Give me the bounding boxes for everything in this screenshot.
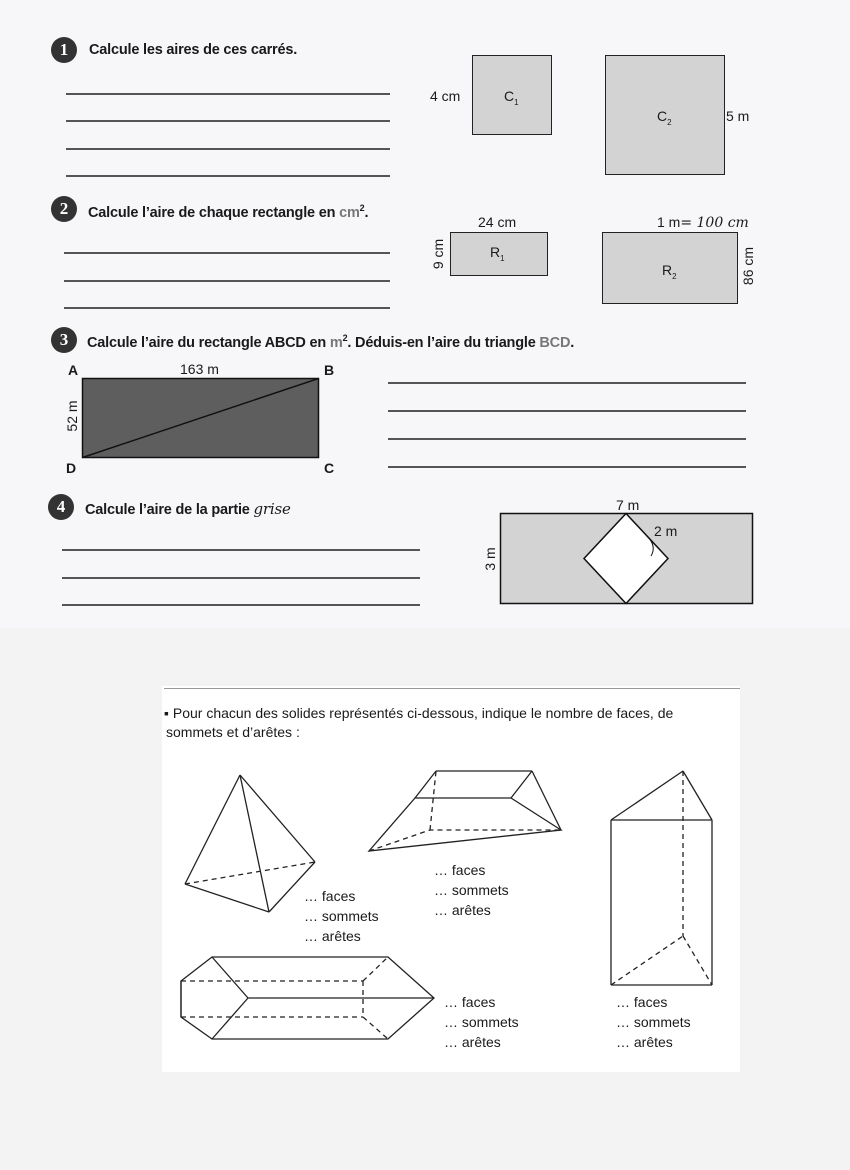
faces-blank[interactable]: … faces [616,994,668,1010]
exercise-4-title: Calcule l’aire de la partie grise [85,500,291,518]
answer-line[interactable] [388,438,746,440]
solids-prompt-line1: ▪ Pour chacun des solides représentés ci-dessous, indique le nombre de faces, de [164,705,674,721]
exercise-3-badge: 3 [51,327,77,353]
bullet-icon: ▪ [164,705,173,721]
c1-side-label: 4 cm [430,88,461,104]
answer-line[interactable] [64,307,390,309]
vertex-c-label: C [324,460,335,476]
exercise-2-badge: 2 [51,196,77,222]
sommets-blank[interactable]: … sommets [434,882,509,898]
answer-line[interactable] [62,577,420,579]
r1-height-label: 9 cm [430,238,446,270]
r1-label: $R_1$ [490,244,505,263]
answer-line[interactable] [388,410,746,412]
vertex-b-label: B [324,362,335,378]
c2-subscript: 2 [667,117,672,127]
aretes-blank[interactable]: … arêtes [304,928,361,944]
top-length-label: 7 m [616,497,640,513]
vertex-d-label: D [66,460,77,476]
vertex-a-label: A [68,362,79,378]
c2-label: $C_2$ [657,108,672,127]
aretes-blank[interactable]: … arêtes [616,1034,673,1050]
exercise-2-title: Calcule l’aire de chaque rectangle en $cm^2$. [88,203,369,221]
trapezoid-prism-answers [434,860,509,920]
answer-line[interactable] [66,93,390,95]
r2-height-label: 86 cm [740,246,756,286]
answer-line[interactable] [66,148,390,150]
length-label: 163 m [180,361,219,377]
diagonal-label: 2 m [654,523,678,539]
r2-label: $R_2$ [662,262,677,281]
answer-line[interactable] [388,466,746,468]
hexagonal-prism-answers [444,992,519,1052]
exercise-3-title: Calcule l’aire du rectangle ABCD en $m^2$. Déduis-en l’aire du triangle BCD. [87,333,575,351]
sommets-blank[interactable]: … sommets [616,1014,691,1030]
height-label: 3 m [482,547,498,571]
r2-handwritten-note: = 100 cm [680,215,749,231]
faces-blank[interactable]: … faces [434,862,486,878]
r2-width-label: 1 m= 100 cm [657,214,749,231]
handwritten-grise: grise [253,500,291,518]
c1-label: $C_1$ [504,88,519,107]
exercise-1-title: Calcule les aires de ces carrés. [89,42,298,58]
r1-subscript: 1 [500,253,505,263]
answer-line[interactable] [62,604,420,606]
rectangle-abcd-figure [82,378,322,460]
r1-width-label: 24 cm [478,214,517,230]
tetrahedron-figure [184,774,318,916]
sommets-blank[interactable]: … sommets [304,908,379,924]
triangular-prism-figure [610,770,716,990]
aretes-blank[interactable]: … arêtes [444,1034,501,1050]
faces-blank[interactable]: … faces [444,994,496,1010]
answer-line[interactable] [388,382,746,384]
sommets-blank[interactable]: … sommets [444,1014,519,1030]
exercise-4-badge: 4 [48,494,74,520]
answer-line[interactable] [66,175,390,177]
width-label: 52 m [64,400,80,432]
aretes-blank[interactable]: … arêtes [434,902,491,918]
answer-line[interactable] [64,280,390,282]
tetrahedron-answers [304,886,379,946]
answer-line[interactable] [62,549,420,551]
answer-line[interactable] [64,252,390,254]
solids-prompt-line2: sommets et d’arêtes : [166,724,300,740]
divider [164,688,740,689]
exercise-1-badge: 1 [51,37,77,63]
hexagonal-prism-figure [180,956,438,1042]
c2-side-label: 5 m [726,108,750,124]
triangular-prism-answers [616,992,691,1052]
gray-part-figure [500,513,756,607]
trapezoid-prism-figure [368,768,562,854]
faces-blank[interactable]: … faces [304,888,356,904]
r2-subscript: 2 [672,271,677,281]
c1-subscript: 1 [514,97,519,107]
answer-line[interactable] [66,120,390,122]
